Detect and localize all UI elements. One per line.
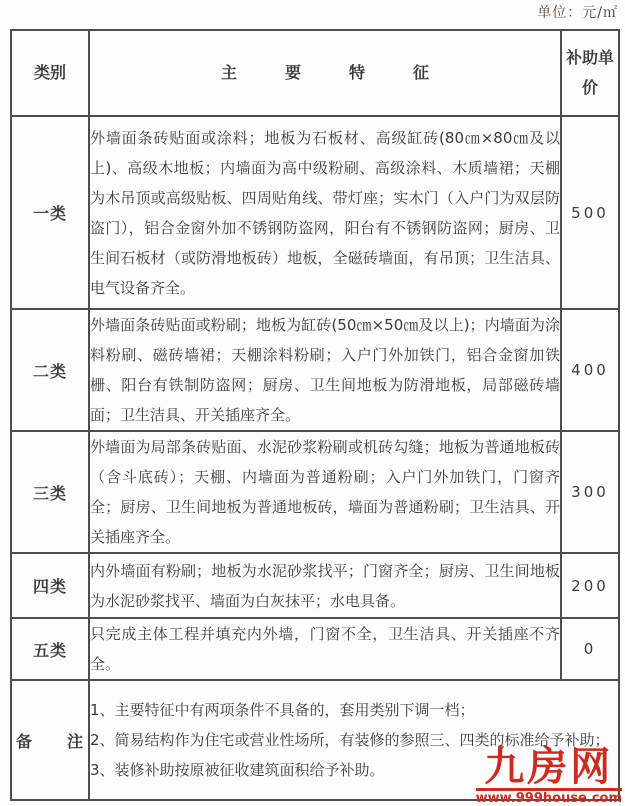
watermark — [475, 744, 622, 806]
watermark-logo-text: 九房网 — [476, 747, 622, 791]
features-cell: 只完成主体工程并填充内外墙，门窗不全，卫生洁具、开关插座不齐全。 — [89, 618, 561, 680]
remarks-line-1: 1、主要特征中有两项条件不具备的，套用类别下调一档； — [90, 701, 475, 719]
table-row-class5 — [11, 618, 619, 680]
price-cell: 500 — [561, 116, 619, 309]
remarks-line-3: 3、装修补助按原被征收建筑面积给予补助。 — [90, 761, 385, 779]
subsidy-table — [10, 29, 620, 801]
col-header-price: 补助单价 — [561, 30, 619, 116]
table-row-class3 — [11, 431, 619, 553]
features-cell: 外墙面条砖贴面或粉刷；地板为缸砖(50㎝×50㎝及以上)；内墙面为涂料粉刷、磁砖墙裙；天棚涂料粉刷；入户门外加铁门，铝合金窗加铁栅、阳台有铁制防盗网；厨房、卫生间地板为防滑地板，局部磁砖墙面；卫生洁具、开关插座齐全。 — [89, 309, 561, 431]
features-cell: 外墙面为局部条砖贴面、水泥砂浆粉刷或机砖勾缝；地板为普通地板砖（含斗底砖）；天棚、内墙面为普通粉刷；入户门外加铁门，门窗齐全；厨房、卫生间地板为普通地板砖，墙面为普通粉刷；卫生洁具、开关插座齐全。 — [89, 431, 561, 553]
header-row — [11, 30, 619, 116]
price-cell: 0 — [561, 618, 619, 680]
col-header-features: 主 要 特 征 — [89, 30, 561, 116]
category-cell: 一类 — [11, 116, 89, 309]
features-cell: 内外墙面有粉刷；地板为水泥砂浆找平；门窗齐全；厨房、卫生间地板为水泥砂浆找平、墙面为白灰抹平；水电具备。 — [89, 553, 561, 618]
category-cell: 二类 — [11, 309, 89, 431]
watermark-url: www.999house.com — [475, 791, 622, 806]
category-cell: 四类 — [11, 553, 89, 618]
col-header-category: 类别 — [11, 30, 89, 116]
category-cell: 五类 — [11, 618, 89, 680]
price-cell: 400 — [561, 309, 619, 431]
price-cell: 200 — [561, 553, 619, 618]
table-row-class1 — [11, 116, 619, 309]
table-row-class2 — [11, 309, 619, 431]
features-cell: 外墙面条砖贴面或涂料；地板为石板材、高级缸砖(80㎝×80㎝及以上)、高级木地板；内墙面为高中级粉刷、高级涂料、木质墙裙；天棚为木吊顶或高级贴板、四周贴角线、带灯座；实木门（入户门为双层防盗门），铝合金窗外加不锈钢防盗网，阳台有不锈钢防盗网；厨房、卫生间石板材（或防滑地板砖）地板，全磁砖墙面，有吊顶；卫生洁具、电气设备齐全。 — [89, 116, 561, 309]
price-cell: 300 — [561, 431, 619, 553]
remarks-label-cell: 备 注 — [11, 680, 89, 800]
unit-label: 单位：元/㎡ — [537, 5, 618, 21]
category-cell: 三类 — [11, 431, 89, 553]
remarks-line-2: 2、简易结构作为住宅或营业性场所，有装修的参照三、四类的标准给予补助； — [90, 731, 610, 749]
table-row-class4 — [11, 553, 619, 618]
